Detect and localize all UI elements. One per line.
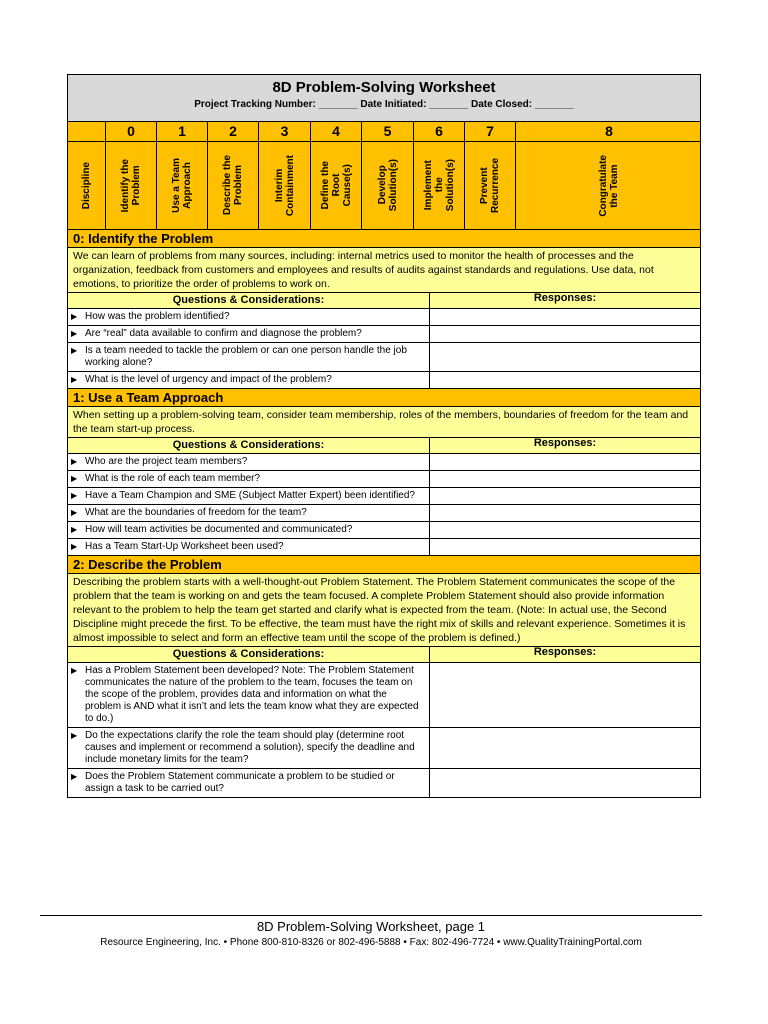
question-text: Who are the project team members?	[85, 456, 248, 467]
bullet-arrow-icon: ▶	[71, 329, 78, 338]
footer-contact: Resource Engineering, Inc. • Phone 800-810-8326 or 802-496-5888 • Fax: 802-496-7724 • www.QualityTrainingPortal.com	[100, 937, 642, 948]
tracking-fields: Project Tracking Number: _______ Date Initiated: _______ Date Closed: _______	[194, 99, 574, 110]
question-text: What is the role of each team member?	[85, 473, 261, 484]
question-cell	[68, 539, 430, 555]
bullet-arrow-icon: ▶	[71, 508, 78, 517]
response-cell[interactable]	[430, 663, 700, 727]
question-row	[68, 539, 700, 556]
question-cell	[68, 769, 430, 797]
discipline-name: Interim Containment	[273, 154, 296, 217]
question-cell	[68, 454, 430, 470]
discipline-name: Identify the Problem	[120, 158, 142, 213]
discipline-name: Define the Root Cause(s)	[319, 161, 353, 210]
response-cell[interactable]	[430, 454, 700, 470]
question-text: What is the level of urgency and impact of the problem?	[85, 374, 332, 385]
response-cell[interactable]	[430, 769, 700, 797]
question-row	[68, 309, 700, 326]
questions-header: Questions & Considerations:	[68, 293, 430, 308]
question-cell	[68, 326, 430, 342]
discipline-numbers-row	[68, 122, 700, 142]
question-cell	[68, 372, 430, 388]
question-row	[68, 769, 700, 797]
questions-header-row	[68, 647, 700, 663]
bullet-arrow-icon: ▶	[71, 525, 78, 534]
question-cell	[68, 343, 430, 371]
section-description: We can learn of problems from many sources, including: internal metrics used to monitor the health of processes and the organization, feedback from customers and employees and results of audits against standards and regulations. Use data, not emotions, to prioritize the order of problems to work on.	[68, 248, 700, 293]
discipline-name: Use a Team Approach	[171, 158, 193, 213]
response-cell[interactable]	[430, 471, 700, 487]
response-cell[interactable]	[430, 505, 700, 521]
question-cell	[68, 663, 430, 727]
section-title: 2: Describe the Problem	[68, 556, 700, 574]
discipline-corner	[68, 122, 106, 141]
questions-header: Questions & Considerations:	[68, 647, 430, 662]
discipline-name: Implement the Solution(s)	[422, 159, 456, 212]
responses-header: Responses:	[430, 647, 700, 662]
question-row	[68, 471, 700, 488]
bullet-arrow-icon: ▶	[71, 666, 78, 675]
discipline-name-cell	[516, 142, 702, 229]
question-text: Does the Problem Statement communicate a problem to be studied or assign a task to be carried out?	[85, 771, 395, 794]
question-text: Are “real” data available to confirm and diagnose the problem?	[85, 328, 362, 339]
question-text: How will team activities be documented and communicated?	[85, 524, 353, 535]
discipline-label: Discipline	[81, 161, 92, 210]
question-text: How was the problem identified?	[85, 311, 230, 322]
discipline-name-cell	[106, 142, 157, 229]
discipline-name-cell	[157, 142, 208, 229]
discipline-name: Congratulate the Team	[598, 154, 620, 217]
question-cell	[68, 488, 430, 504]
question-row	[68, 663, 700, 728]
footer-page-label: 8D Problem-Solving Worksheet, page 1	[256, 919, 486, 934]
question-row	[68, 343, 700, 372]
question-cell	[68, 522, 430, 538]
question-cell	[68, 471, 430, 487]
discipline-number: 3	[259, 122, 311, 141]
bullet-arrow-icon: ▶	[71, 457, 78, 466]
question-row	[68, 488, 700, 505]
bullet-arrow-icon: ▶	[71, 491, 78, 500]
question-text: Has a Problem Statement been developed? Note: The Problem Statement communicates the nature of the problem to the team, focuses the team on the scope of the problem, provides data and information on what the problem is AND what it isn’t and lets the team know what they are expected to do.)	[85, 665, 419, 724]
questions-header: Questions & Considerations:	[68, 438, 430, 453]
discipline-number: 4	[311, 122, 362, 141]
discipline-number: 7	[465, 122, 516, 141]
section-description: When setting up a problem-solving team, consider team membership, roles of the members, boundaries of freedom for the team and the team start-up process.	[68, 407, 700, 438]
discipline-name-cell	[465, 142, 516, 229]
responses-header: Responses:	[430, 438, 700, 453]
question-row	[68, 522, 700, 539]
discipline-number: 5	[362, 122, 414, 141]
discipline-name-cell	[208, 142, 259, 229]
question-text: What are the boundaries of freedom for the team?	[85, 507, 307, 518]
question-text: Has a Team Start-Up Worksheet been used?	[85, 541, 284, 552]
question-cell	[68, 728, 430, 768]
discipline-number: 2	[208, 122, 259, 141]
response-cell[interactable]	[430, 488, 700, 504]
discipline-number: 1	[157, 122, 208, 141]
discipline-number: 0	[106, 122, 157, 141]
section-title: 0: Identify the Problem	[68, 230, 700, 248]
response-cell[interactable]	[430, 728, 700, 768]
discipline-name-cell	[414, 142, 465, 229]
question-cell	[68, 505, 430, 521]
question-cell	[68, 309, 430, 325]
discipline-name-cell	[259, 142, 311, 229]
page-footer	[40, 915, 702, 949]
worksheet-header	[68, 75, 700, 122]
questions-header-row	[68, 438, 700, 454]
discipline-name-cell	[311, 142, 362, 229]
discipline-number: 8	[605, 123, 613, 139]
question-text: Have a Team Champion and SME (Subject Matter Expert) been identified?	[85, 490, 415, 501]
question-text: Do the expectations clarify the role the team should play (determine root causes and implement or recommend a solution), specify the deadline and include monetary limits for the team?	[85, 730, 415, 765]
response-cell[interactable]	[430, 326, 700, 342]
bullet-arrow-icon: ▶	[71, 542, 78, 551]
bullet-arrow-icon: ▶	[71, 731, 78, 740]
response-cell[interactable]	[430, 309, 700, 325]
question-row	[68, 372, 700, 389]
worksheet-table	[67, 74, 701, 798]
discipline-name: Prevent Recurrence	[479, 157, 501, 214]
bullet-arrow-icon: ▶	[71, 375, 78, 384]
question-row	[68, 326, 700, 343]
section-title: 1: Use a Team Approach	[68, 389, 700, 407]
responses-header: Responses:	[430, 293, 700, 308]
bullet-arrow-icon: ▶	[71, 346, 78, 355]
question-text: Is a team needed to tackle the problem or can one person handle the job working alone?	[85, 345, 407, 368]
response-cell[interactable]	[430, 522, 700, 538]
discipline-name: Describe the Problem	[222, 155, 244, 216]
discipline-names-row	[68, 142, 700, 230]
question-row	[68, 454, 700, 471]
bullet-arrow-icon: ▶	[71, 772, 78, 781]
questions-header-row	[68, 293, 700, 309]
response-cell[interactable]	[430, 343, 700, 371]
page-title: 8D Problem-Solving Worksheet	[272, 79, 496, 96]
bullet-arrow-icon: ▶	[71, 474, 78, 483]
response-cell[interactable]	[430, 539, 700, 555]
bullet-arrow-icon: ▶	[71, 312, 78, 321]
question-row	[68, 728, 700, 769]
discipline-label-cell	[68, 142, 106, 229]
discipline-name: Develop Solution(s)	[376, 159, 399, 212]
discipline-number: 6	[414, 122, 465, 141]
response-cell[interactable]	[430, 372, 700, 388]
section-description: Describing the problem starts with a well-thought-out Problem Statement. The Problem Statement communicates the scope of the problem that the team is working on and gets the team focused. A complete Problem Statement should also provide information relevant to the problem to help the team get started and clarify what is expected from the team. (Note: In actual use, the Second Discipline might precede the first. To be effective, the team must have the right mix of skills and relevant experience. Sometimes it is almost impossible to select and form an effective team until the scope of the problem is defined.)	[68, 574, 700, 647]
question-row	[68, 505, 700, 522]
discipline-name-cell	[362, 142, 414, 229]
